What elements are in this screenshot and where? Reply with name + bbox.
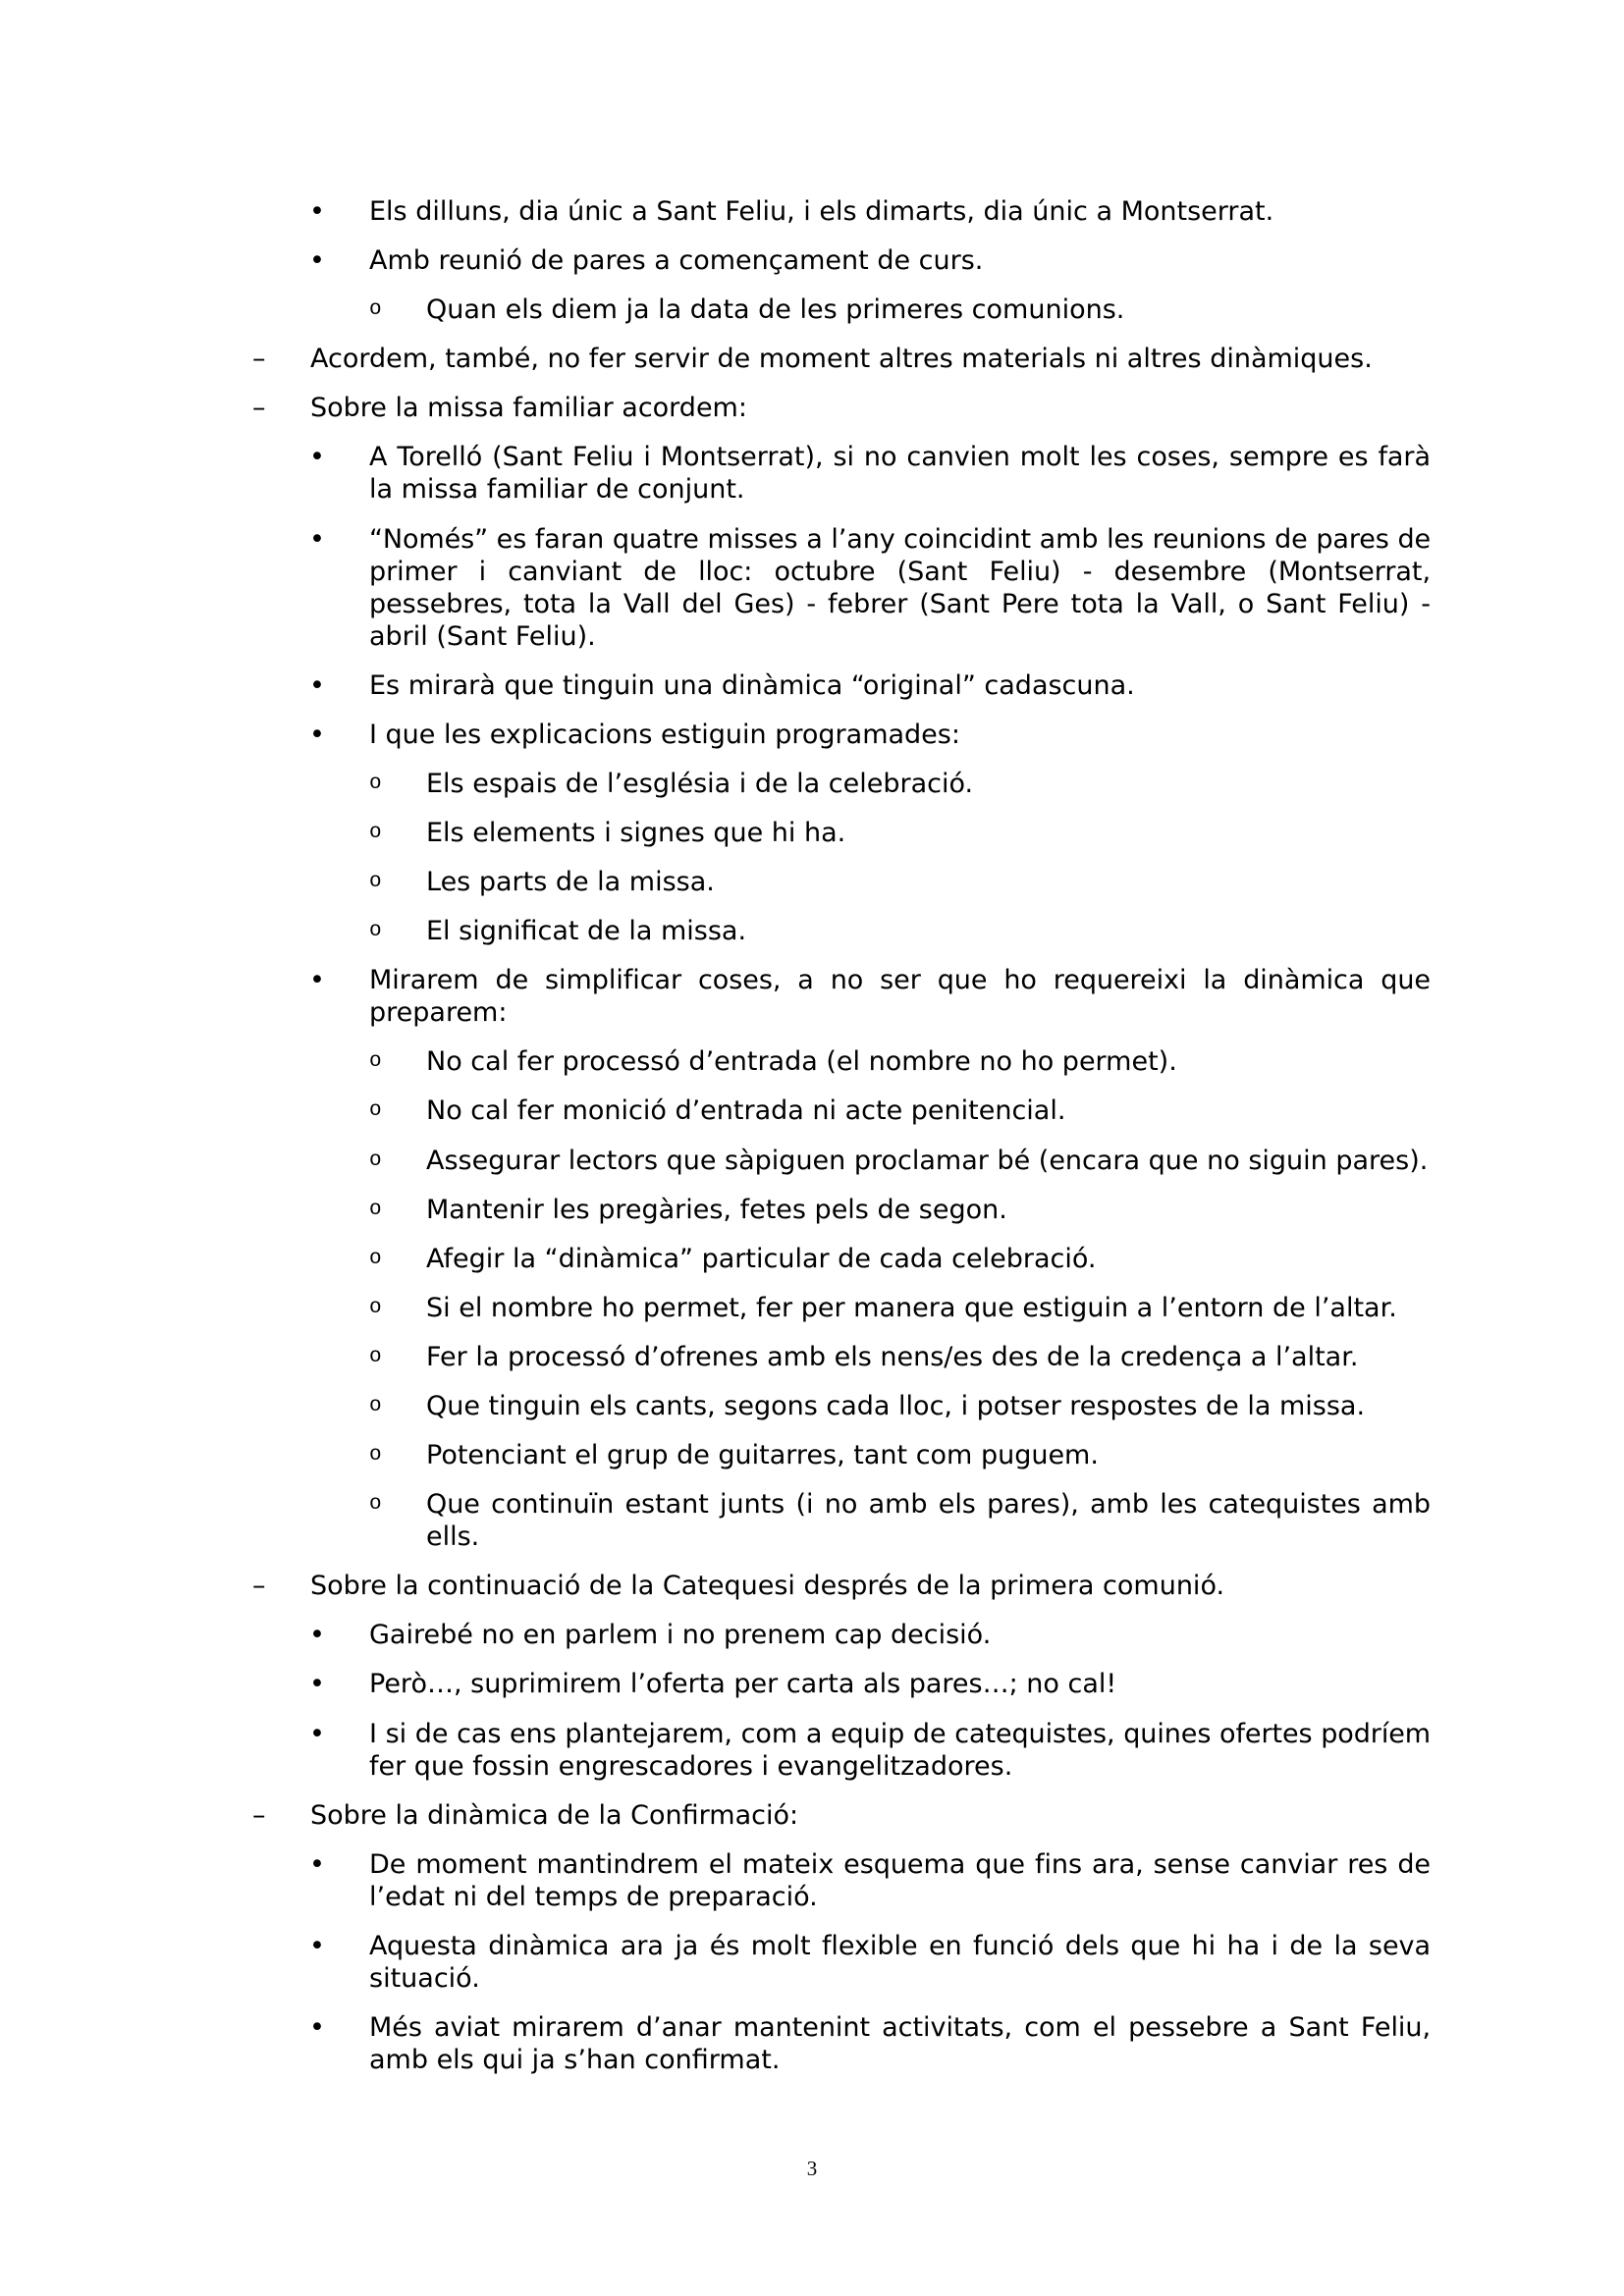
item-text-line: Assegurar lectors que sàpiguen proclamar bé (encara que no siguin pares). — [426, 1145, 1429, 1176]
item-text-line: Sobre la dinàmica de la Confirmació: — [310, 1799, 799, 1831]
sub-list-item — [0, 1145, 1624, 1177]
item-text-line: l’edat ni del temps de preparació. — [369, 1881, 818, 1912]
item-text-line: Amb reunió de pares a començament de curs. — [369, 245, 984, 277]
circle-marker: o — [369, 1394, 382, 1417]
item-text-line: A Torelló (Sant Feliu i Montserrat), si no canvien molt les coses, sempre es farà — [369, 442, 1431, 473]
circle-marker: o — [369, 1099, 382, 1123]
list-item — [0, 1848, 1624, 1913]
circle-marker: o — [369, 920, 382, 943]
circle-marker: o — [369, 1198, 382, 1221]
item-text-line: abril (Sant Feliu). — [369, 620, 596, 652]
item-text-line: Més aviat mirarem d’anar mantenint activitats, com el pessebre a Sant Feliu, — [369, 2011, 1431, 2043]
sub-list-item — [0, 1243, 1624, 1275]
list-item — [0, 1619, 1624, 1651]
bullet-marker: • — [309, 1930, 325, 1961]
circle-marker: o — [369, 772, 382, 795]
item-text-line: Potenciant el grup de guitarres, tant com puguem. — [426, 1440, 1099, 1471]
circle-marker: o — [369, 1345, 382, 1368]
item-text-line: Afegir la “dinàmica” particular de cada celebració. — [426, 1243, 1097, 1274]
item-text-line: preparem: — [369, 997, 508, 1029]
bullet-marker: • — [309, 245, 325, 277]
circle-marker: o — [369, 1444, 382, 1468]
item-text-line: Els dilluns, dia únic a Sant Feliu, i els dimarts, dia únic a Montserrat. — [369, 196, 1274, 227]
section-item — [0, 343, 1624, 375]
list-item — [0, 244, 1624, 277]
item-text-line: Acordem, també, no fer servir de moment altres materials ni altres dinàmiques. — [310, 344, 1373, 375]
item-text-line: Que continuïn estant junts (i no amb els pares), amb les catequistes amb — [426, 1489, 1431, 1521]
dash-marker: – — [252, 344, 266, 375]
item-text-line: Mantenir les pregàries, fetes pels de segon. — [426, 1194, 1007, 1225]
circle-marker: o — [369, 298, 382, 322]
bullet-marker: • — [309, 669, 325, 701]
sub-list-item — [0, 915, 1624, 947]
item-text-line: El significat de la missa. — [426, 916, 747, 947]
bullet-marker: • — [309, 1620, 325, 1651]
list-item — [0, 719, 1624, 751]
circle-marker: o — [369, 1493, 382, 1517]
sub-list-item — [0, 768, 1624, 800]
list-item — [0, 964, 1624, 1029]
bullet-marker: • — [309, 523, 325, 555]
section-item — [0, 392, 1624, 424]
item-text-line: No cal fer monició d’entrada ni acte penitencial. — [426, 1095, 1066, 1127]
sub-list-item — [0, 1095, 1624, 1127]
sub-list-item — [0, 294, 1624, 326]
item-text-line: ells. — [426, 1522, 480, 1553]
list-item — [0, 2011, 1624, 2076]
section-item — [0, 1799, 1624, 1832]
list-item — [0, 1668, 1624, 1700]
item-text-line: Es mirarà que tinguin una dinàmica “original” cadascuna. — [369, 669, 1135, 701]
item-text-line: Però…, suprimirem l’oferta per carta als pares…; no cal! — [369, 1669, 1117, 1700]
dash-marker: – — [252, 1799, 266, 1831]
dash-marker: – — [252, 393, 266, 424]
item-text-line: amb els qui ja s’han confirmat. — [369, 2044, 781, 2075]
item-text-line: fer que fossin engrescadores i evangelitzadores. — [369, 1750, 1013, 1782]
sub-list-item — [0, 1439, 1624, 1471]
item-text-line: I si de cas ens plantejarem, com a equip de catequistes, quines ofertes podríem — [369, 1718, 1431, 1749]
item-text-line: Les parts de la missa. — [426, 867, 715, 898]
list-item — [0, 523, 1624, 653]
circle-marker: o — [369, 1247, 382, 1270]
bullet-marker: • — [309, 442, 325, 473]
item-text-line: Sobre la missa familiar acordem: — [310, 393, 747, 424]
sub-list-item — [0, 1292, 1624, 1324]
list-item — [0, 1718, 1624, 1783]
item-text-line: No cal fer processó d’entrada (el nombre no ho permet). — [426, 1046, 1177, 1078]
circle-marker: o — [369, 1148, 382, 1172]
item-text-line: Sobre la continuació de la Catequesi després de la primera comunió. — [310, 1571, 1225, 1602]
circle-marker: o — [369, 1296, 382, 1319]
circle-marker: o — [369, 821, 382, 844]
sub-list-item — [0, 1045, 1624, 1078]
bullet-marker: • — [309, 719, 325, 750]
bullet-marker: • — [309, 1669, 325, 1700]
sub-list-item — [0, 1194, 1624, 1226]
item-text-line: Els elements i signes que hi ha. — [426, 817, 846, 848]
circle-marker: o — [369, 1050, 382, 1074]
bullet-marker: • — [309, 196, 325, 227]
item-text-line: primer i canviant de lloc: octubre (Sant Feliu) - desembre (Montserrat, — [369, 556, 1431, 587]
item-text-line: Gairebé no en parlem i no prenem cap decisió. — [369, 1620, 992, 1651]
item-text-line: De moment mantindrem el mateix esquema que fins ara, sense canviar res de — [369, 1848, 1431, 1880]
document-body — [0, 195, 1624, 2093]
circle-marker: o — [369, 871, 382, 894]
bullet-marker: • — [309, 965, 325, 996]
sub-list-item — [0, 1341, 1624, 1373]
list-item — [0, 195, 1624, 228]
sub-list-item — [0, 1390, 1624, 1422]
bullet-marker: • — [309, 1718, 325, 1749]
item-text-line: I que les explicacions estiguin programades: — [369, 719, 960, 750]
item-text-line: situació. — [369, 1962, 480, 1994]
item-text-line: pessebres, tota la Vall del Ges) - febrer (Sant Pere tota la Vall, o Sant Feliu) - — [369, 588, 1431, 619]
section-item — [0, 1570, 1624, 1602]
list-item — [0, 669, 1624, 702]
dash-marker: – — [252, 1571, 266, 1602]
list-item — [0, 441, 1624, 506]
sub-list-item — [0, 1488, 1624, 1553]
item-text-line: Si el nombre ho permet, fer per manera que estiguin a l’entorn de l’altar. — [426, 1292, 1397, 1323]
item-text-line: Que tinguin els cants, segons cada lloc, i potser respostes de la missa. — [426, 1390, 1366, 1421]
item-text-line: Els espais de l’església i de la celebració. — [426, 768, 974, 799]
bullet-marker: • — [309, 1848, 325, 1880]
sub-list-item — [0, 817, 1624, 849]
bullet-marker: • — [309, 2011, 325, 2043]
item-text-line: Fer la processó d’ofrenes amb els nens/es des de la credença a l’altar. — [426, 1341, 1359, 1372]
item-text-line: Mirarem de simplificar coses, a no ser que ho requereixi la dinàmica que — [369, 965, 1431, 996]
page-number: 3 — [806, 2157, 818, 2180]
sub-list-item — [0, 866, 1624, 898]
item-text-line: Aquesta dinàmica ara ja és molt flexible en funció dels que hi ha i de la seva — [369, 1930, 1431, 1961]
item-text-line: “Només” es faran quatre misses a l’any coincidint amb les reunions de pares de — [369, 523, 1431, 555]
item-text-line: la missa familiar de conjunt. — [369, 474, 745, 506]
item-text-line: Quan els diem ja la data de les primeres comunions. — [426, 294, 1125, 326]
list-item — [0, 1930, 1624, 1995]
